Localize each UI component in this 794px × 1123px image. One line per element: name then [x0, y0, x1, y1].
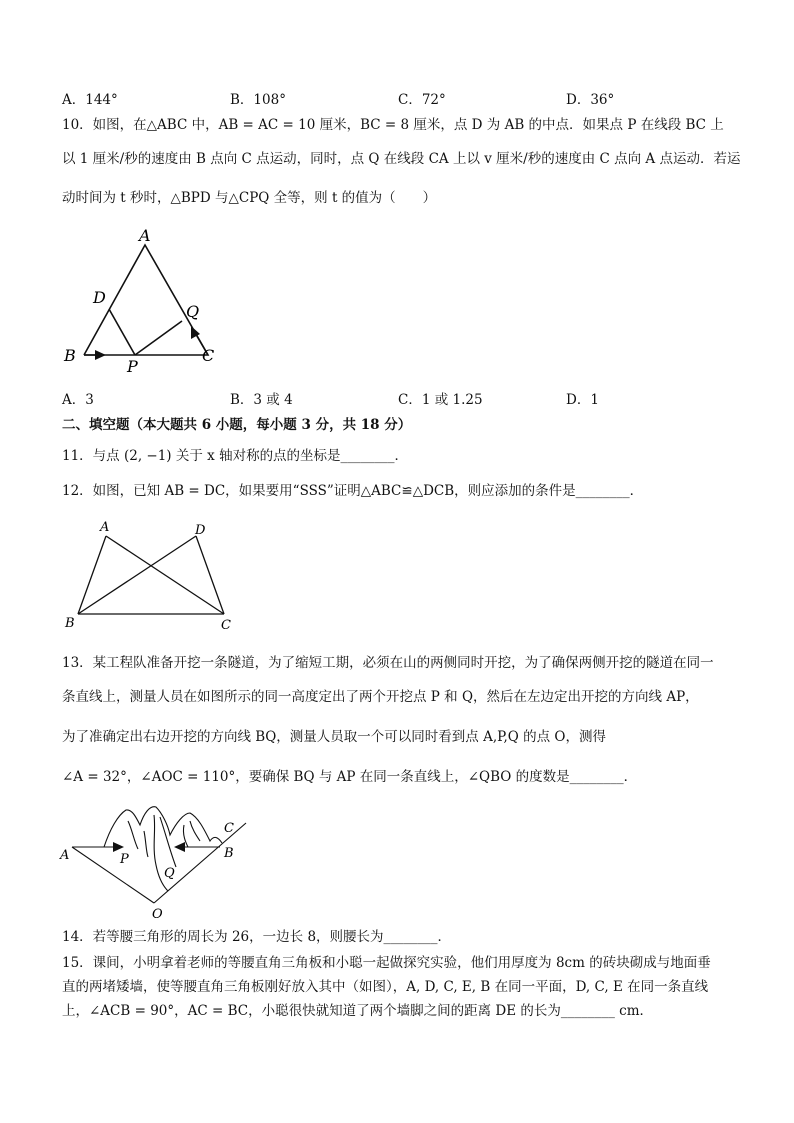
- q10-label-b: B: [64, 346, 76, 365]
- mountain-ridge-6: [144, 831, 148, 857]
- q13-line-2: 条直线上，测量人员在如图所示的同一高度定出了两个开挖点 P 和 Q，然后在左边定出开挖的方向线 AP，: [62, 689, 699, 705]
- q13-line-ao: [72, 847, 154, 903]
- q12-figure: [62, 518, 242, 636]
- q10-arrowhead-c: [191, 326, 200, 339]
- q12-label-b: B: [65, 616, 75, 631]
- q12-text: 12．如图，已知 AB = DC，如果要用“SSS”证明△ABC≌△DCB，则应添加的条件是________．: [62, 483, 644, 499]
- q10-segment-pq: [135, 321, 182, 355]
- q12-segment-db: [78, 536, 196, 614]
- q15-line-1: 15．课间，小明拿着老师的等腰直角三角板和小聪一起做探究实验，他们用厚度为 8cm 的砖块砌成与地面垂: [62, 955, 711, 971]
- q10-option-d: D．1: [566, 392, 599, 408]
- q10-segment-dp: [109, 309, 135, 355]
- q9-option-d: D．36°: [566, 92, 615, 108]
- q13-label-b: B: [224, 846, 234, 861]
- q13-label-p: P: [120, 852, 129, 867]
- q12-segment-ab: [78, 536, 106, 614]
- mountain-ridge-1: [128, 821, 138, 849]
- q10-arrowhead-b: [95, 350, 106, 360]
- q10-line-3: 动时间为 t 秒时，△BPD 与△CPQ 全等，则 t 的值为（ ）: [62, 190, 437, 206]
- q13-line-1: 13．某工程队准备开挖一条隧道，为了缩短工期，必须在山的两侧同时开挖，为了确保两侧开挖的隧道在同一: [62, 655, 714, 671]
- q13-label-c: C: [224, 821, 234, 836]
- q13-label-o: O: [152, 907, 163, 920]
- q10-line-2: 以 1 厘米/秒的速度由 B 点向 C 点运动，同时，点 Q 在线段 CA 上以 v 厘米/秒的速度由 C 点向 A 点运动．若运: [62, 151, 741, 167]
- q9-option-c: C．72°: [398, 92, 446, 108]
- q12-label-a: A: [100, 520, 110, 535]
- q13-arrowhead-p: [113, 842, 124, 852]
- q10-triangle-figure: [58, 225, 228, 375]
- q12-segment-dc: [196, 536, 224, 614]
- q12-segment-ac: [106, 536, 224, 614]
- mountain-ridge-4: [190, 821, 200, 841]
- q12-label-d: D: [195, 523, 206, 538]
- q10-label-c: C: [202, 346, 215, 365]
- q13-line-3: 为了准确定出右边开挖的方向线 BQ，测量人员取一个可以同时看到点 A,P,Q 的点 O，测得: [62, 729, 606, 745]
- q10-option-b: B．3 或 4: [230, 392, 293, 408]
- q13-label-q: Q: [164, 866, 175, 881]
- q10-label-p: P: [127, 357, 138, 375]
- q10-label-a: A: [139, 226, 151, 245]
- q9-option-b: B．108°: [230, 92, 286, 108]
- q14-text: 14．若等腰三角形的周长为 26，一边长 8，则腰长为________．: [62, 929, 452, 945]
- q11-text: 11．与点 (2, −1) 关于 x 轴对称的点的坐标是________．: [62, 448, 409, 464]
- q10-option-a: A．3: [62, 392, 94, 408]
- q13-tunnel-figure: [58, 795, 258, 920]
- q9-option-a: A．144°: [62, 92, 118, 108]
- q10-label-q: Q: [186, 302, 200, 321]
- q15-line-2: 直的两堵矮墙，使等腰直角三角板刚好放入其中（如图），A, D, C, E, B 在同一平面，D, C, E 在同一条直线: [62, 979, 709, 995]
- q12-label-c: C: [221, 618, 231, 633]
- q10-line-1: 10．如图，在△ABC 中，AB = AC = 10 厘米，BC = 8 厘米，点 D 为 AB 的中点．如果点 P 在线段 BC 上: [62, 117, 724, 133]
- mountain-ridge-3: [160, 817, 176, 867]
- section-2-title: 二、填空题（本大题共 6 小题，每小题 3 分，共 18 分）: [62, 417, 412, 433]
- q13-arrowhead-q: [174, 842, 185, 852]
- q15-line-3: 上，∠ACB = 90°，AC = BC，小聪很快就知道了两个墙脚之间的距离 DE 的长为________ cm．: [62, 1003, 654, 1019]
- q13-label-a: A: [60, 848, 70, 863]
- q10-option-c: C．1 或 1.25: [398, 392, 483, 408]
- q13-line-4: ∠A = 32°，∠AOC = 110°，要确保 BQ 与 AP 在同一条直线上，∠QBO 的度数是________．: [62, 769, 638, 785]
- q10-label-d: D: [93, 288, 106, 307]
